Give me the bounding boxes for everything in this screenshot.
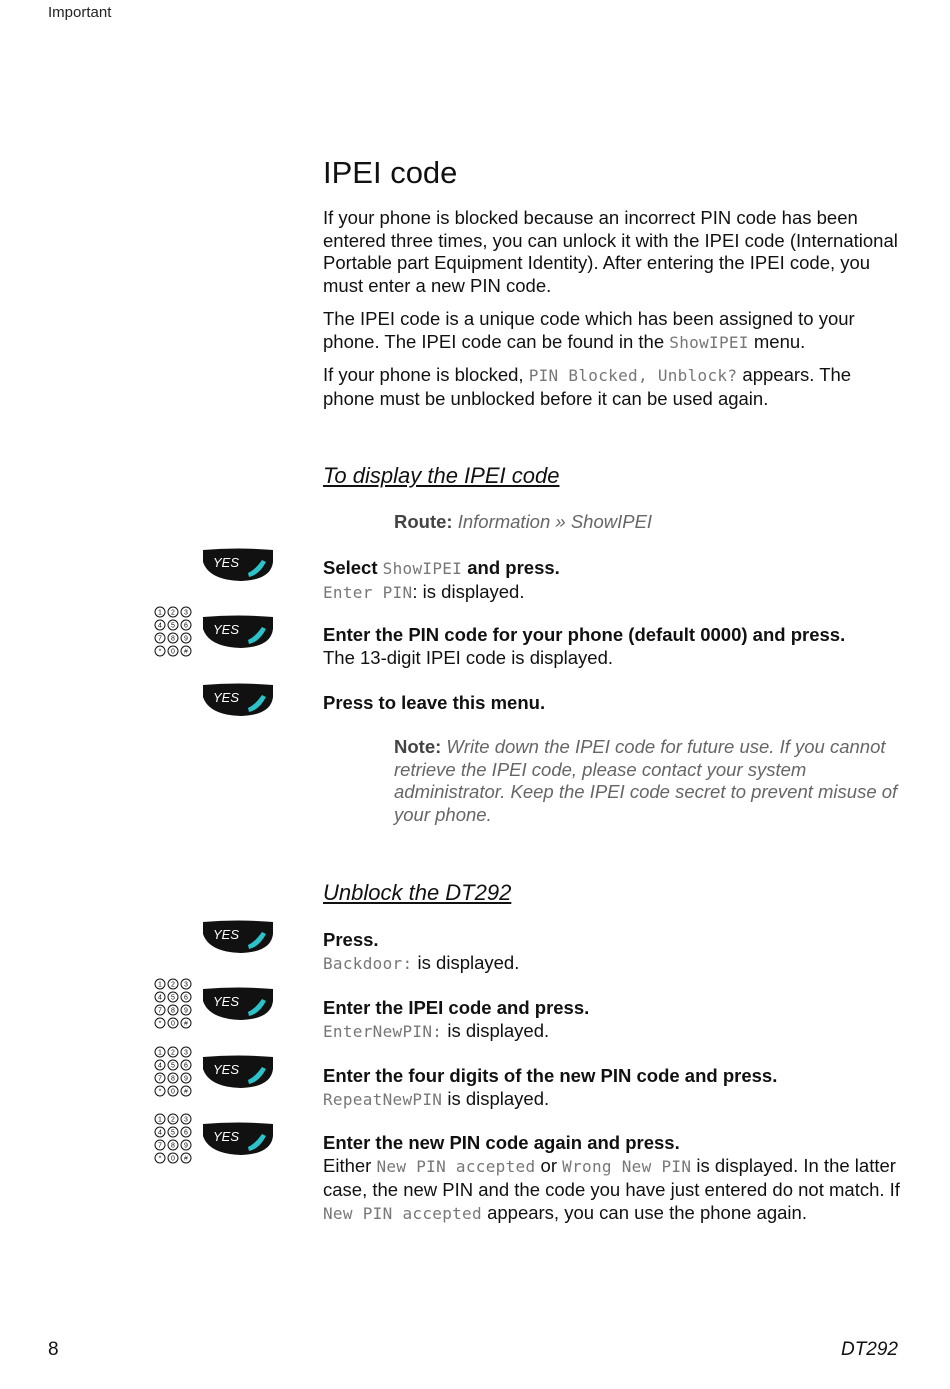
keypad-key-label: # xyxy=(184,648,188,656)
keypad-key-label: # xyxy=(184,1088,188,1096)
route-line: Route: Information » ShowIPEI xyxy=(394,511,653,532)
keypad-key-label: 2 xyxy=(171,981,175,989)
unblock-step-3: Enter the four digits of the new PIN code and press. RepeatNewPIN is displayed. xyxy=(323,1065,778,1109)
yes-key-icon xyxy=(201,987,275,1021)
keypad-key-label: # xyxy=(184,1020,188,1028)
svg-text:YES: YES xyxy=(213,1062,240,1077)
keypad-key-label: 9 xyxy=(184,1075,188,1083)
keypad-key-label: 7 xyxy=(158,1007,162,1015)
unblock-step-4: Enter the new PIN code again and press. Either New PIN accepted or Wrong New PIN is displayed. In the latter case, the new PIN and the code you have just entered do not match. If New PIN accepted appears, you can use the phone again. xyxy=(323,1132,900,1223)
yes-key-icon xyxy=(201,1122,275,1156)
keypad-key-label: 3 xyxy=(184,1116,188,1124)
keypad-key-label: * xyxy=(158,648,162,656)
svg-text:YES: YES xyxy=(213,1129,240,1144)
keypad-key-label: 4 xyxy=(158,1062,162,1070)
lcd-text-showipei: ShowIPEI xyxy=(669,332,749,352)
keypad-key-label: 0 xyxy=(171,1088,175,1096)
keypad-key-label: 5 xyxy=(171,1062,175,1070)
display-ipei-heading: To display the IPEI code xyxy=(323,463,560,488)
keypad-key-label: 6 xyxy=(184,994,188,1002)
footer-model-name: DT292 xyxy=(840,1339,898,1360)
keypad-key-label: 3 xyxy=(184,1049,188,1057)
keypad-key-label: 9 xyxy=(184,635,188,643)
keypad-key-label: 5 xyxy=(171,994,175,1002)
page-title: IPEI code xyxy=(323,155,458,190)
keypad-key-label: 9 xyxy=(184,1007,188,1015)
yes-key-icon xyxy=(201,548,275,582)
keypad-key-label: 0 xyxy=(171,648,175,656)
lcd-text-wrong-new-pin: Wrong New PIN xyxy=(562,1157,692,1176)
note: Note: Write down the IPEI code for future use. If you cannot retrieve the IPEI code, please contact your system administrator. Keep the IPEI code secret to prevent misuse of your phone. xyxy=(394,736,898,825)
keypad-key-label: * xyxy=(158,1155,162,1163)
keypad-key-label: * xyxy=(158,1020,162,1028)
yes-key-icon xyxy=(201,683,275,717)
unblock-step-1: Press. Backdoor: is displayed. xyxy=(323,929,520,973)
keypad-key-label: 6 xyxy=(184,1062,188,1070)
keypad-key-label: 1 xyxy=(158,1116,162,1124)
keypad-key-label: 7 xyxy=(158,1075,162,1083)
keypad-key-label: 8 xyxy=(171,635,175,643)
keypad-icon xyxy=(154,1046,192,1098)
page-number: 8 xyxy=(48,1339,59,1360)
yes-key-icon xyxy=(201,920,275,954)
keypad-key-label: 2 xyxy=(171,1049,175,1057)
svg-text:YES: YES xyxy=(213,690,240,705)
lcd-text-repeat-new-pin: RepeatNewPIN xyxy=(323,1090,443,1109)
intro-paragraph: If your phone is blocked because an incorrect PIN code has been entered three times, you can unlock it with the IPEI code (International Portable part Equipment Identity). After entering the IPEI code, you must enter a new PIN code. xyxy=(323,207,898,296)
lcd-text-backdoor: Backdoor: xyxy=(323,954,413,973)
lcd-text-enter-new-pin: EnterNewPIN: xyxy=(323,1022,443,1041)
keypad-key-label: 7 xyxy=(158,635,162,643)
unblock-step-2: Enter the IPEI code and press. EnterNewPIN: is displayed. xyxy=(323,997,590,1041)
keypad-key-label: 9 xyxy=(184,1142,188,1150)
keypad-key-label: 8 xyxy=(171,1007,175,1015)
svg-text:YES: YES xyxy=(213,622,240,637)
svg-text:YES: YES xyxy=(213,994,240,1009)
keypad-key-label: 5 xyxy=(171,1129,175,1137)
keypad-icon xyxy=(154,1113,192,1165)
keypad-key-label: 6 xyxy=(184,1129,188,1137)
lcd-text-pin-blocked: PIN Blocked, Unblock? xyxy=(528,366,738,385)
yes-key-icon xyxy=(201,1055,275,1089)
svg-text:YES: YES xyxy=(213,555,240,570)
keypad-key-label: # xyxy=(184,1155,188,1163)
keypad-key-label: * xyxy=(158,1088,162,1096)
keypad-key-label: 0 xyxy=(171,1155,175,1163)
display-step-2: Enter the PIN code for your phone (default 0000) and press. The 13-digit IPEI code is displayed. xyxy=(323,624,846,668)
keypad-icon xyxy=(154,606,192,658)
keypad-key-label: 3 xyxy=(184,609,188,617)
keypad-key-label: 0 xyxy=(171,1020,175,1028)
keypad-key-label: 4 xyxy=(158,622,162,630)
display-step-1: Select ShowIPEI and press. Enter PIN: is displayed. xyxy=(323,557,560,602)
keypad-key-label: 8 xyxy=(171,1075,175,1083)
keypad-key-label: 3 xyxy=(184,981,188,989)
keypad-key-label: 5 xyxy=(171,622,175,630)
keypad-key-label: 7 xyxy=(158,1142,162,1150)
blocked-paragraph: If your phone is blocked, PIN Blocked, Unblock? appears. The phone must be unblocked before it can be used again. xyxy=(323,364,852,409)
lcd-text-showipei: ShowIPEI xyxy=(382,559,463,578)
keypad-key-label: 1 xyxy=(158,981,162,989)
lcd-text-enter-pin: Enter PIN xyxy=(323,583,413,602)
display-step-3: Press to leave this menu. xyxy=(323,692,546,713)
ipei-description-paragraph: The IPEI code is a unique code which has been assigned to your phone. The IPEI code can be found in the ShowIPEI menu. xyxy=(323,308,855,352)
keypad-key-label: 4 xyxy=(158,994,162,1002)
keypad-icon xyxy=(154,978,192,1030)
keypad-key-label: 4 xyxy=(158,1129,162,1137)
keypad-key-label: 1 xyxy=(158,609,162,617)
keypad-key-label: 8 xyxy=(171,1142,175,1150)
section-header: Important xyxy=(48,4,112,21)
unblock-heading: Unblock the DT292 xyxy=(323,880,512,905)
lcd-text-new-pin-accepted: New PIN accepted xyxy=(323,1204,482,1223)
keypad-key-label: 1 xyxy=(158,1049,162,1057)
keypad-key-label: 6 xyxy=(184,622,188,630)
keypad-key-label: 2 xyxy=(171,609,175,617)
keypad-key-label: 2 xyxy=(171,1116,175,1124)
lcd-text-new-pin-accepted: New PIN accepted xyxy=(376,1157,536,1176)
yes-key-icon xyxy=(201,615,275,649)
svg-text:YES: YES xyxy=(213,927,240,942)
